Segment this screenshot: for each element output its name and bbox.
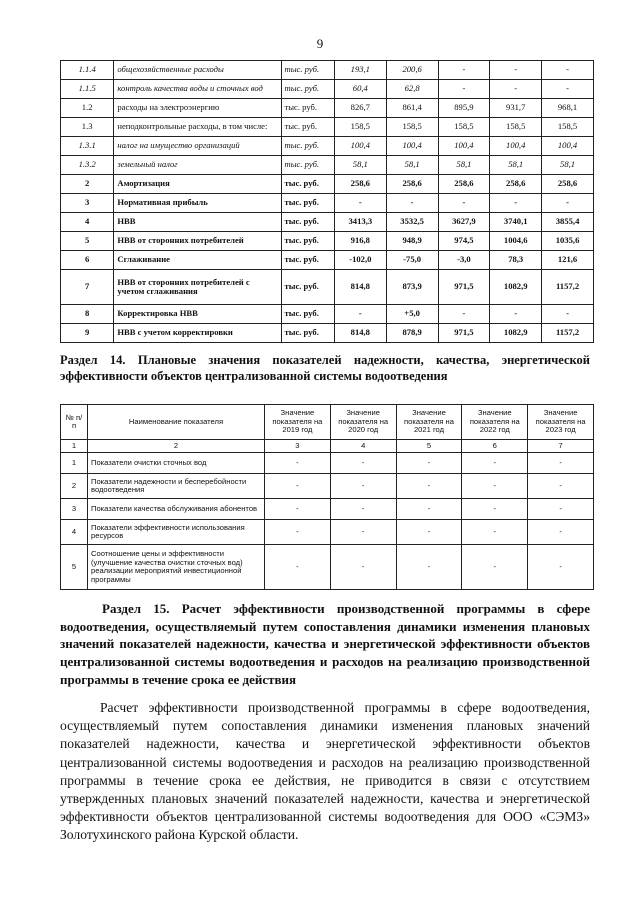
cost-row [61,270,594,305]
row-value: - [542,305,594,324]
row-value: - [265,520,331,545]
row-value: - [396,474,462,499]
row-value: 100,4 [438,137,490,156]
cost-row [61,194,594,213]
row-value: - [438,61,490,80]
row-name: земельный налог [114,156,281,175]
row-value: - [490,194,542,213]
row-value: - [386,194,438,213]
row-name: Показатели эффективности использования ресурсов [88,520,265,545]
column-number: 1 [61,440,88,453]
row-value: 158,5 [542,118,594,137]
row-value: - [265,474,331,499]
cost-row [61,99,594,118]
row-value: - [396,499,462,520]
row-value: - [265,499,331,520]
row-value: 60,4 [334,80,386,99]
row-name: неподконтрольные расходы, в том числе: [114,118,281,137]
column-numbers-row [61,440,594,453]
row-value: 1157,2 [542,270,594,305]
row-value: 3627,9 [438,213,490,232]
row-unit: тыс. руб. [281,99,334,118]
row-value: 1035,6 [542,232,594,251]
row-value: - [330,520,396,545]
row-value: - [438,194,490,213]
row-unit: тыс. руб. [281,156,334,175]
indicator-row [61,499,594,520]
row-value: 78,3 [490,251,542,270]
row-number: 6 [61,251,114,270]
cost-row [61,156,594,175]
row-value: - [542,194,594,213]
row-number: 5 [61,545,88,590]
row-value: - [330,453,396,474]
header-cell: Значение показателя на 2023 год [528,405,594,440]
row-value: 193,1 [334,61,386,80]
header-row [61,405,594,440]
row-value: - [396,545,462,590]
cost-row [61,232,594,251]
row-value: - [528,520,594,545]
row-value: 200,6 [386,61,438,80]
row-name: Сглаживание [114,251,281,270]
row-value: 3532,5 [386,213,438,232]
row-name: общехозяйственные расходы [114,61,281,80]
row-value: -3,0 [438,251,490,270]
row-value: - [490,80,542,99]
row-value: 895,9 [438,99,490,118]
row-value: 258,6 [386,175,438,194]
row-number: 1.3.1 [61,137,114,156]
indicator-row [61,545,594,590]
row-number: 1.2 [61,99,114,118]
indicator-row [61,453,594,474]
cost-row [61,324,594,343]
header-cell: Значение показателя на 2022 год [462,405,528,440]
row-value: 158,5 [334,118,386,137]
row-number: 1.1.5 [61,80,114,99]
row-number: 4 [61,520,88,545]
row-unit: тыс. руб. [281,61,334,80]
row-number: 2 [61,175,114,194]
row-value: +5,0 [386,305,438,324]
row-value: 974,5 [438,232,490,251]
row-value: - [334,305,386,324]
row-name: Нормативная прибыль [114,194,281,213]
row-value: 814,8 [334,324,386,343]
header-cell: Значение показателя на 2021 год [396,405,462,440]
row-value: 3413,3 [334,213,386,232]
row-value: - [462,499,528,520]
column-number: 5 [396,440,462,453]
row-unit: тыс. руб. [281,270,334,305]
header-cell: Наименование показателя [88,405,265,440]
row-number: 3 [61,194,114,213]
row-name: Соотношение цены и эффективности (улучшение качества очистки сточных вод) реализации мероприятий инвестиционной программы [88,545,265,590]
row-value: 158,5 [438,118,490,137]
row-unit: тыс. руб. [281,175,334,194]
row-unit: тыс. руб. [281,118,334,137]
row-value: 3740,1 [490,213,542,232]
row-unit: тыс. руб. [281,324,334,343]
row-value: 1004,6 [490,232,542,251]
row-value: 158,5 [490,118,542,137]
row-value: 58,1 [490,156,542,175]
cost-row [61,251,594,270]
row-value: 100,4 [386,137,438,156]
row-value: 258,6 [490,175,542,194]
cost-row [61,80,594,99]
row-number: 9 [61,324,114,343]
cost-row [61,213,594,232]
column-number: 4 [330,440,396,453]
row-name: Показатели качества обслуживания абонентов [88,499,265,520]
row-number: 5 [61,232,114,251]
row-value: 58,1 [542,156,594,175]
row-unit: тыс. руб. [281,137,334,156]
row-value: 258,6 [542,175,594,194]
indicator-row [61,520,594,545]
row-value: - [265,453,331,474]
column-number: 7 [528,440,594,453]
indicator-row [61,474,594,499]
row-value: 878,9 [386,324,438,343]
row-name: расходы на электроэнергию [114,99,281,118]
row-value: 931,7 [490,99,542,118]
row-value: - [490,61,542,80]
row-name: Показатели надежности и бесперебойности водоотведения [88,474,265,499]
row-value: - [462,474,528,499]
row-unit: тыс. руб. [281,194,334,213]
row-value: - [542,80,594,99]
row-number: 1 [61,453,88,474]
column-number: 3 [265,440,331,453]
section-14-title: Раздел 14. Плановые значения показателей надежности, качества, энергетической эффективности объектов централизованной системы водоотведения [60,353,590,384]
cost-row [61,175,594,194]
row-number: 7 [61,270,114,305]
row-value: - [438,305,490,324]
row-value: - [265,545,331,590]
column-number: 6 [462,440,528,453]
row-value: - [462,520,528,545]
row-value: 971,5 [438,324,490,343]
row-value: - [462,453,528,474]
row-value: 158,5 [386,118,438,137]
row-value: 1082,9 [490,324,542,343]
row-value: - [462,545,528,590]
page-number: 9 [316,36,324,51]
row-value: - [438,80,490,99]
row-number: 1.3 [61,118,114,137]
row-unit: тыс. руб. [281,305,334,324]
row-value: - [528,499,594,520]
row-value: 100,4 [334,137,386,156]
cost-table [60,60,594,343]
row-unit: тыс. руб. [281,80,334,99]
row-value: 58,1 [386,156,438,175]
row-name: налог на имущество организаций [114,137,281,156]
row-value: 258,6 [334,175,386,194]
row-number: 3 [61,499,88,520]
row-value: 258,6 [438,175,490,194]
column-number: 2 [88,440,265,453]
row-value: - [528,545,594,590]
row-value: 1082,9 [490,270,542,305]
row-value: - [528,453,594,474]
row-number: 1.1.4 [61,61,114,80]
row-value: 968,1 [542,99,594,118]
header-cell: Значение показателя на 2020 год [330,405,396,440]
row-number: 2 [61,474,88,499]
row-name: Амортизация [114,175,281,194]
row-number: 1.3.2 [61,156,114,175]
row-value: 971,5 [438,270,490,305]
row-value: - [490,305,542,324]
row-value: 916,8 [334,232,386,251]
row-value: 100,4 [542,137,594,156]
row-value: 3855,4 [542,213,594,232]
row-value: - [334,194,386,213]
body-paragraph: Расчет эффективности производственной программы в сфере водоотведения, осуществляемый путем сопоставления динамики изменения плановых значений показателей надежности, качества и энергетической эффективности объектов централизованной системы водоотведения и расходов на реализацию производственной программы в течение срока ее действия, не приводится в связи с отсутствием утвержденных плановых значений показателей надежности, качества и энергетической эффективности объектов централизованной системы водоотведения для ООО «СЭМЗ» Золотухинского района Курской области. [60,700,590,843]
row-value: - [330,499,396,520]
row-value: - [396,453,462,474]
row-name: НВВ [114,213,281,232]
row-value: - [542,61,594,80]
indicators-table [60,404,594,590]
row-value: 58,1 [438,156,490,175]
row-value: 826,7 [334,99,386,118]
row-value: 1157,2 [542,324,594,343]
cost-row [61,137,594,156]
row-value: 121,6 [542,251,594,270]
row-value: 100,4 [490,137,542,156]
cost-row [61,61,594,80]
row-unit: тыс. руб. [281,251,334,270]
row-number: 8 [61,305,114,324]
row-value: -102,0 [334,251,386,270]
row-name: НВВ от сторонних потребителей с учетом сглаживания [114,270,281,305]
row-value: -75,0 [386,251,438,270]
row-value: 814,8 [334,270,386,305]
cost-row [61,305,594,324]
cost-row [61,118,594,137]
row-value: - [330,474,396,499]
header-cell: Значение показателя на 2019 год [265,405,331,440]
row-name: Корректировка НВВ [114,305,281,324]
row-value: 873,9 [386,270,438,305]
row-unit: тыс. руб. [281,232,334,251]
row-unit: тыс. руб. [281,213,334,232]
header-cell: № п/п [61,405,88,440]
row-value: - [396,520,462,545]
row-number: 4 [61,213,114,232]
row-value: - [330,545,396,590]
row-name: Показатели очистки сточных вод [88,453,265,474]
row-name: НВВ от сторонних потребителей [114,232,281,251]
row-name: контроль качества воды и сточных вод [114,80,281,99]
section-15-title [60,600,590,688]
row-value: 62,8 [386,80,438,99]
section-15-heading: Раздел 15. Расчет эффективности производственной программы в сфере водоотведения, осуществляемый путем сопоставления динамики изменения плановых значений показателей надежности, качества и энергетической эффективности объектов централизованной системы водоотведения и расходов на реализацию производственной программы в течение срока ее действия [60,601,590,687]
row-value: 861,4 [386,99,438,118]
row-value: 948,9 [386,232,438,251]
row-name: НВВ с учетом корректировки [114,324,281,343]
row-value: 58,1 [334,156,386,175]
row-value: - [528,474,594,499]
